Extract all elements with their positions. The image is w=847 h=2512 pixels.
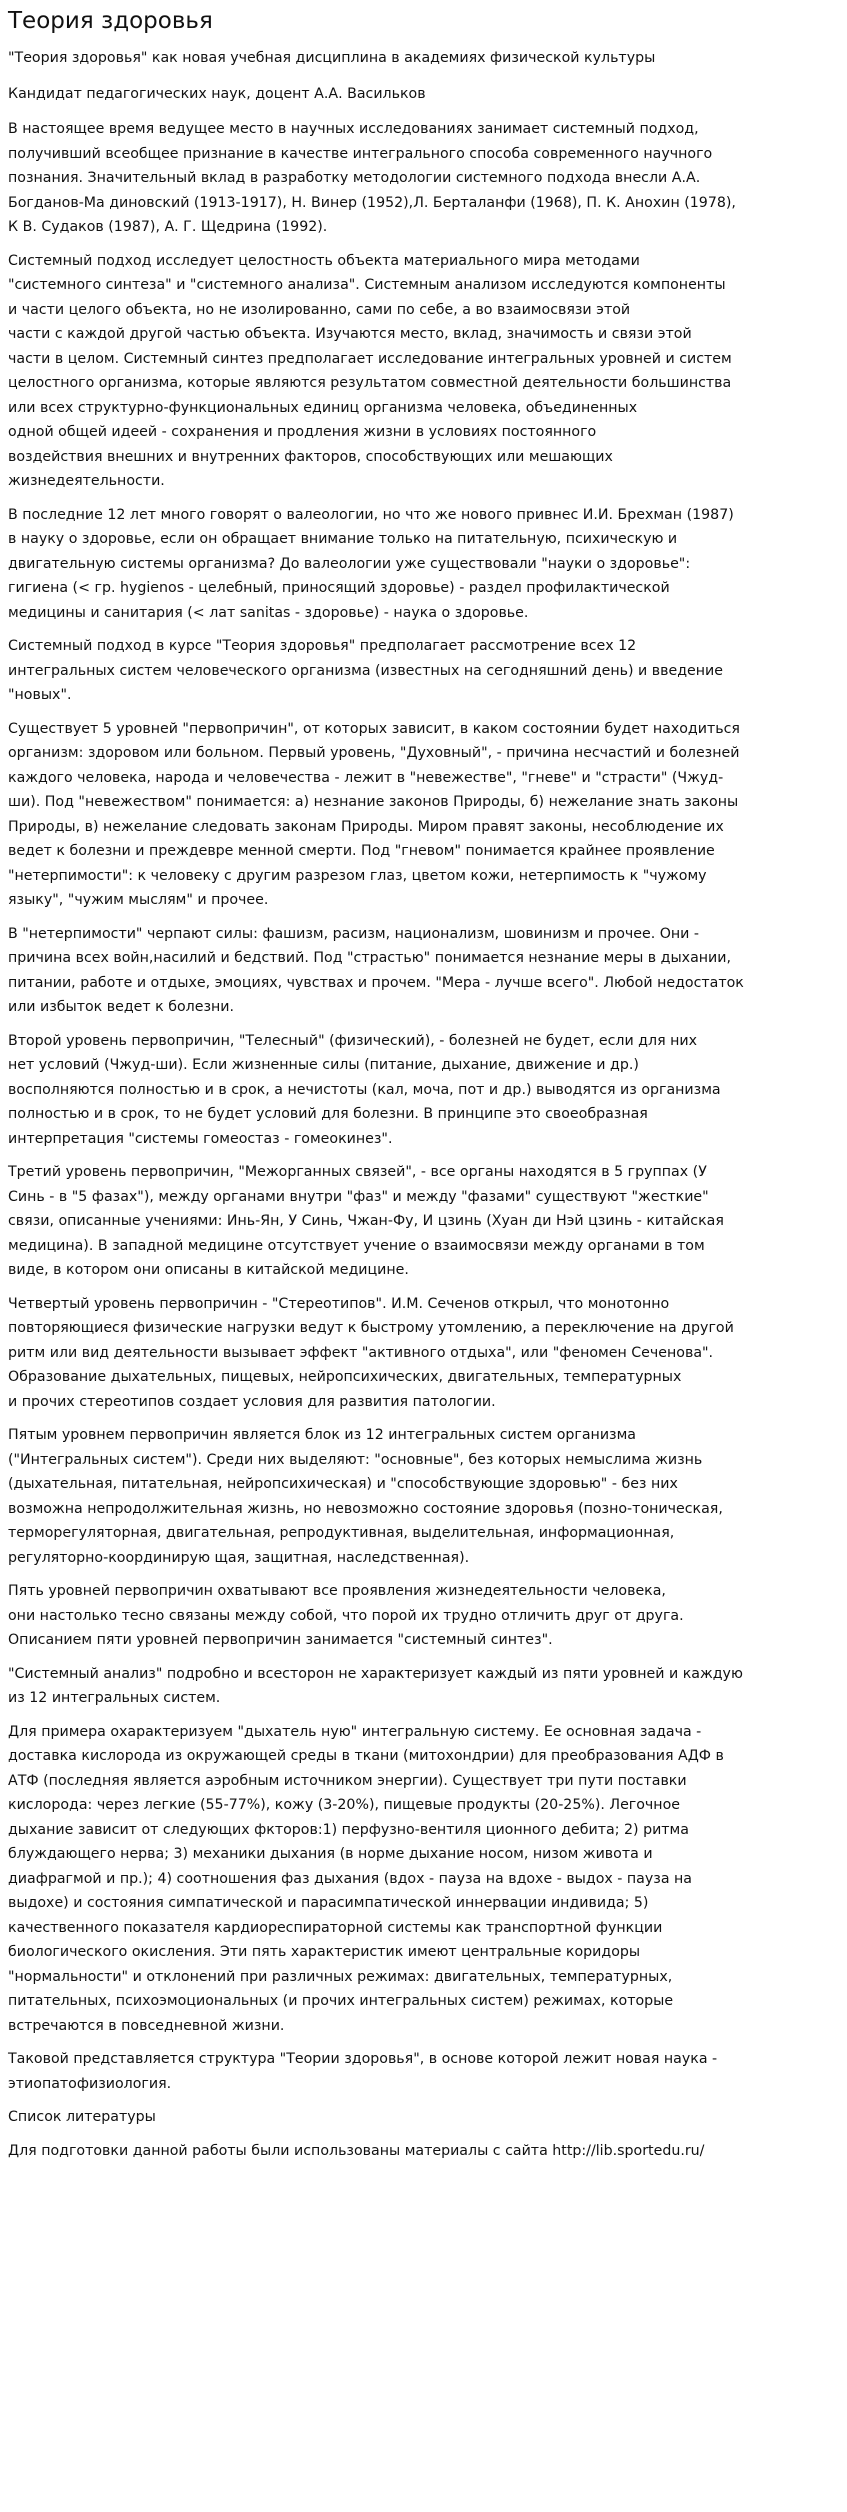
document-subtitle: "Теория здоровья" как новая учебная дисциплина в академиях физической культуры [8, 50, 656, 66]
paragraph-fourth-level: Четвертый уровень первопричин - "Стереотипов". И.М. Сеченов открыл, что монотонно повторяющиеся физические нагрузки ведут к быстрому утомлению, а переключение на другой ритм или вид деятельности вызывает эффект "активного отдыха", или "феномен Сеченова". Образование дыхательных, пищевых, нейропсихических, двигательных, температурных и прочих стереотипов создает условия для развития патологии. [8, 1295, 734, 1410]
paragraph-conclusion: Таковой представляется структура "Теории здоровья", в основе которой лежит новая наука - этиопатофизиология. [8, 2051, 718, 2092]
paragraph-system-analysis: "Системный анализ" подробно и всесторон не характеризует каждый из пяти уровней и каждую из 12 интегральных систем. [8, 1665, 743, 1706]
document-author: Кандидат педагогических наук, доцент А.А. Васильков [8, 85, 426, 102]
paragraph-course-systems: Системный подход в курсе "Теория здоровья" предполагает рассмотрение всех 12 интегральных систем человеческого организма (известных на сегодняшний день) и введение "новых". [8, 638, 723, 703]
paragraph-first-level: Существует 5 уровней "первопричин", от которых зависит, в каком состоянии будет находиться организм: здоровом или больном. Первый уровень, "Духовный", - причина несчастий и болезней каждого человека, народа и человечества - лежит в "невежестве", "гневе" и "страсти" (Чжуд- ши). Под "невежеством" понимается: а) незнание законов Природы, б) нежелание знать законы Природы, в) нежелание следовать законам Природы. Миром правят законы, несоблюдение их ведет к болезни и преждевре менной смерти. Под "гневом" понимается крайнее проявление "нетерпимости": к человеку с другим разрезом глаз, цветом кожи, нетерпимость к "чужому языку", "чужим мыслям" и прочее. [8, 720, 740, 908]
paragraph-five-levels-summary: Пять уровней первопричин охватывают все проявления жизнедеятельности человека, они настолько тесно связаны между собой, что порой их трудно отличить друг от друга. Описанием пяти уровней первопричин занимается "системный синтез". [8, 1583, 684, 1648]
paragraph-system-synthesis-analysis: Системный подход исследует целостность объекта материального мира методами "системного синтеза" и "системного анализа". Системным анализом исследуются компоненты и части целого объекта, но не изолированно, сами по себе, а во взаимосвязи этой части с каждой другой частью объекта. Изучаются место, вклад, значимость и связи этой части в целом. Системный синтез предполагает исследование интегральных уровней и систем целостного организма, которые являются результатом совместной деятельности большинства или всех структурно-функциональных единиц организма человека, объединенных одной общей идеей - сохранения и продления жизни в условиях постоянного воздействия внешних и внутренних факторов, способствующих или мешающих жизнедеятельности. [8, 252, 732, 489]
paragraph-respiratory-system: Для примера охарактеризуем "дыхатель ную" интегральную систему. Ее основная задача - доставка кислорода из окружающей среды в ткани (митохондрии) для преобразования АДФ в АТФ (последняя является аэробным источником энергии). Существует три пути поставки кислорода: через легкие (55-77%), кожу (3-20%), пищевые продукты (20-25%). Легочное дыхание зависит от следующих фкторов:1) перфузно-вентиля ционного дебита; 2) ритма блуждающего нерва; 3) механики дыхания (в норме дыхание носом, низом живота и диафрагмой и пр.); 4) соотношения фаз дыхания (вдох - пауза на вдохе - выдох - пауза на выдохе) и состояния симпатической и парасимпатической иннервации индивида; 5) качественного показателя кардиореспираторной системы как транспортной функции биологического окисления. Эти пять характеристик имеют центральные коридоры "нормальности" и отклонений при различных режимах: двигательных, температурных, питательных, психоэмоциональных (и прочих интегральных систем) режимах, которые встречаются в повседневной жизни. [8, 1723, 724, 2034]
paragraph-third-level: Третий уровень первопричин, "Межорганных связей", - все органы находятся в 5 группах (У Синь - в "5 фазах"), между органами внутри "фаз" и между "фазами" существуют "жесткие" связи, описанные учениями: Инь-Ян, У Синь, Чжан-Фу, И цзинь (Хуан ди Нэй цзинь - китайская медицина). В западной медицине отсутствует учение о взаимосвязи между органами в том виде, в котором они описаны в китайской медицине. [8, 1164, 724, 1278]
references-heading: Список литературы [8, 2109, 156, 2125]
paragraph-intolerance: В "нетерпимости" черпают силы: фашизм, расизм, национализм, шовинизм и прочее. Они - причина всех войн,насилий и бедствий. Под "страстью" понимается незнание меры в дыхании, питании, работе и отдыхе, эмоциях, чувствах и прочем. "Мера - лучше всего". Любой недостаток или избыток ведет к болезни. [8, 925, 744, 1015]
paragraph-fifth-level: Пятым уровнем первопричин является блок из 12 интегральных систем организма ("Интегральных систем"). Среди них выделяют: "основные", без которых немыслима жизнь (дыхательная, питательная, нейропсихическая) и "способствующие здоровью" - без них возможна непродолжительная жизнь, но невозможно состояние здоровья (позно-тоническая, терморегуляторная, двигательная, репродуктивная, выделительная, информационная, регуляторно-координирую щая, защитная, наследственная). [8, 1427, 723, 1566]
paragraph-system-approach-intro: В настоящее время ведущее место в научных исследованиях занимает системный подход, получивший всеобщее признание в качестве интегрального способа современного научного познания. Значительный вклад в разработку методологии системного подхода внесли А.А. Богданов-Ма диновский (1913-1917), Н. Винер (1952),Л. Берталанфи (1968), П. К. Анохин (1978), К В. Судаков (1987), А. Г. Щедрина (1992). [8, 121, 736, 235]
paragraph-second-level: Второй уровень первопричин, "Телесный" (физический), - болезней не будет, если для них нет условий (Чжуд-ши). Если жизненные силы (питание, дыхание, движение и др.) восполняются полностью и в срок, а нечистоты (кал, моча, пот и др.) выводятся из организма полностью и в срок, то не будет условий для болезни. В принципе это своеобразная интерпретация "системы гомеостаз - гомеокинез". [8, 1032, 721, 1147]
paragraph-valeology: В последние 12 лет много говорят о валеологии, но что же нового привнес И.И. Брехман (1987) в науку о здоровье, если он обращает внимание только на питательную, психическую и двигательную системы организма? До валеологии уже существовали "науки о здоровье": гигиена (< гр. hygienos - целебный, приносящий здоровье) - раздел профилактической медицины и санитария (< лат sanitas - здоровье) - наука о здоровье. [8, 506, 734, 621]
page-title: Теория здоровья [8, 8, 213, 34]
source-note: Для подготовки данной работы были использованы материалы с сайта http://lib.sportedu.ru/ [8, 2142, 705, 2159]
